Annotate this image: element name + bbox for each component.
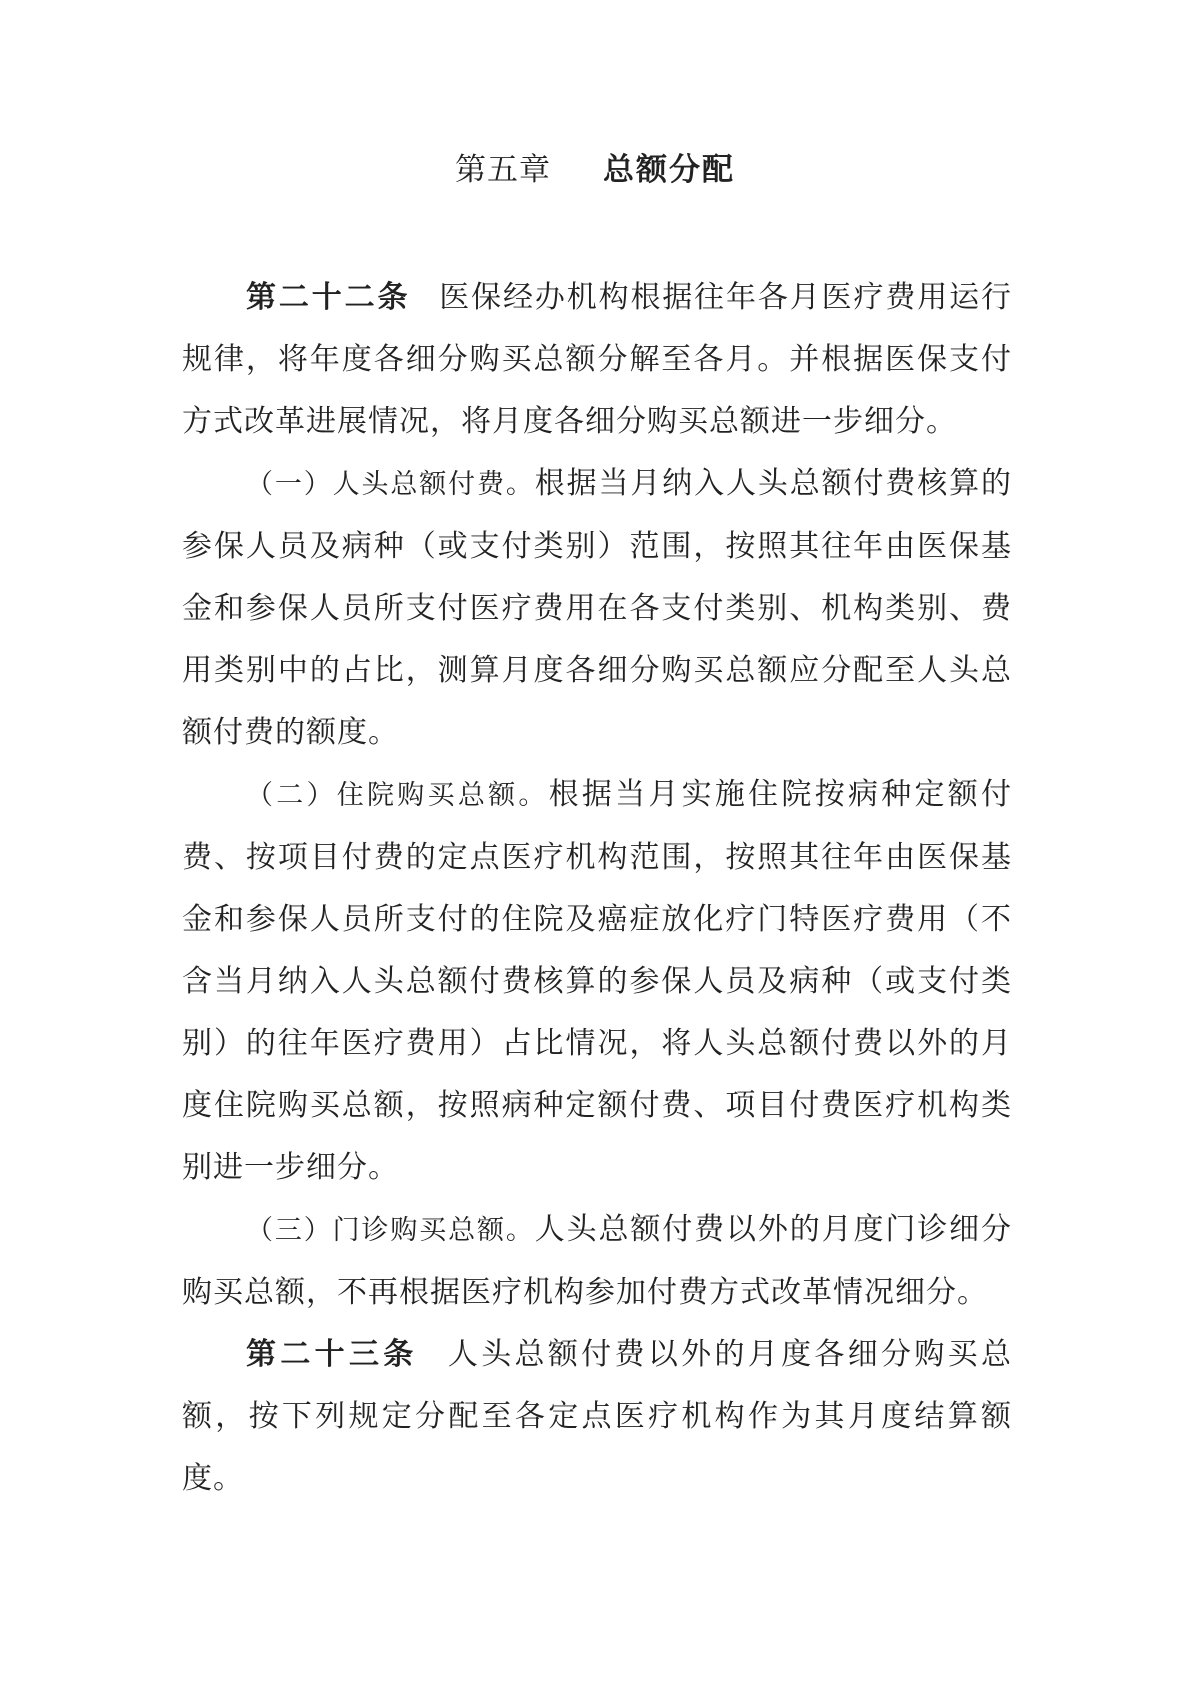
item-3-paragraph [182, 1199, 1012, 1324]
item-1-paragraph [182, 453, 1012, 764]
item-3-text: 人头总额付费以外的月度门诊细分购买总额，不再根据医疗机构参加付费方式改革情况细分。 [182, 1212, 1012, 1310]
article-23-label: 第二十三条 [246, 1337, 418, 1372]
item-2-label: （二）住院购买总额。 [246, 780, 549, 811]
chapter-title [0, 150, 1190, 190]
article-22-paragraph [182, 267, 1012, 453]
item-3-label: （三）门诊购买总额。 [246, 1215, 535, 1246]
article-23-text: 人头总额付费以外的月度各细分购买总额，按下列规定分配至各定点医疗机构作为其月度结算额度。 [182, 1337, 1013, 1496]
item-1-text: 根据当月纳入人头总额付费核算的参保人员及病种（或支付类别）范围，按照其往年由医保基金和参保人员所支付医疗费用在各支付类别、机构类别、费用类别中的占比，测算月度各细分购买总额应分配至人头总额付费的额度。 [182, 466, 1012, 750]
article-22-label: 第二十二条 [246, 280, 411, 315]
item-2-text: 根据当月实施住院按病种定额付费、按项目付费的定点医疗机构范围，按照其往年由医保基金和参保人员所支付的住院及癌症放化疗门特医疗费用（不含当月纳入人头总额付费核算的参保人员及病种（或支付类别）的往年医疗费用）占比情况，将人头总额付费以外的月度住院购买总额，按照病种定额付费、项目付费医疗机构类别进一步细分。 [182, 777, 1013, 1185]
chapter-number: 第五章 [455, 152, 551, 188]
item-2-paragraph [182, 764, 1012, 1199]
article-22-text: 医保经办机构根据往年各月医疗费用运行规律，将年度各细分购买总额分解至各月。并根据医保支付方式改革进展情况，将月度各细分购买总额进一步细分。 [182, 280, 1013, 439]
document-body [182, 267, 1012, 1510]
article-23-paragraph [182, 1324, 1012, 1510]
chapter-name: 总额分配 [603, 152, 735, 188]
item-1-label: （一）人头总额付费。 [246, 469, 535, 500]
